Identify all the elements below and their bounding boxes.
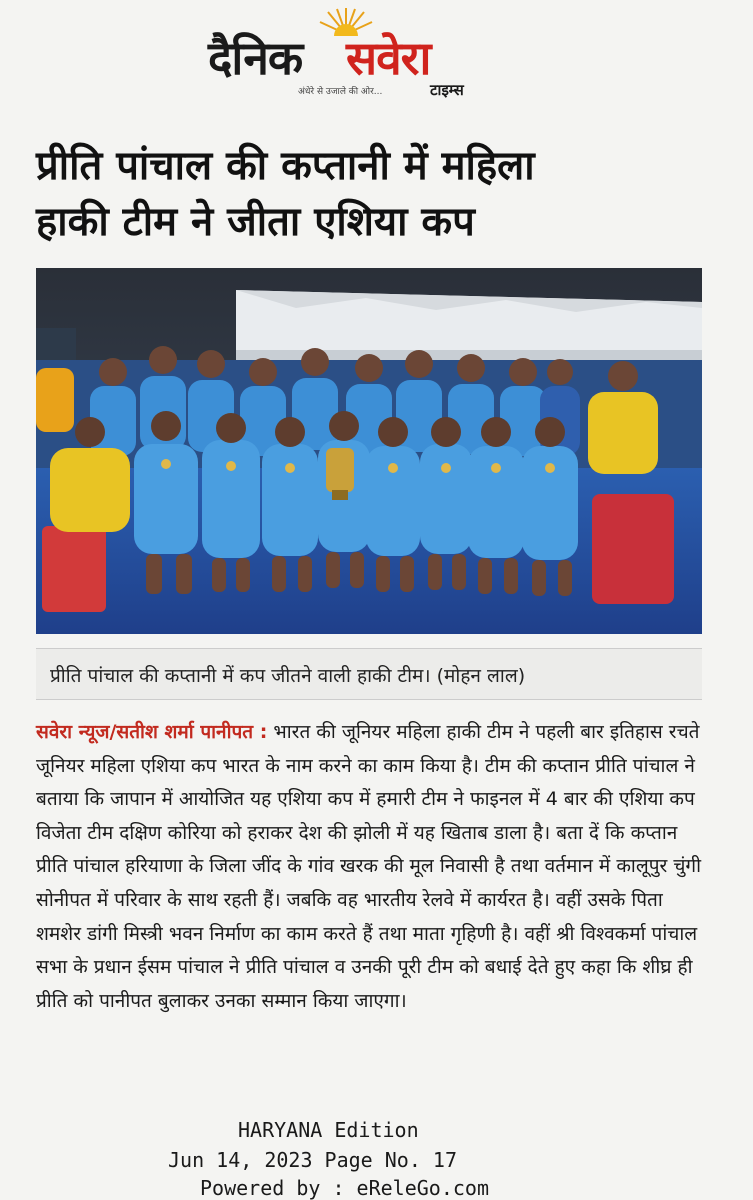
- headline-line-1: प्रीति पांचाल की कप्तानी में महिला: [36, 143, 535, 189]
- masthead-name-part1: दैनिक: [208, 31, 303, 85]
- masthead: [0, 0, 753, 118]
- article-text: भारत की जूनियर महिला हाकी टीम ने पहली बार इतिहास रचते जूनियर महिला एशिया कप भारत के नाम करने का काम किया है। टीम की कप्तान प्रीति पांचाल ने बताया कि जापान में आयोजित यह एशिया कप में हमारी टीम ने फाइनल में 4 बार की एशिया कप विजेता टीम दक्षिण कोरिया को हराकर देश की झोली में यह खिताब डाला है। बता दें कि कप्तान प्रीति पांचाल हरियाणा के जिला जींद के गांव खरक की मूल निवासी है तथा वर्तमान में कालूपुर चुंगी सोनीपत में परिवार के साथ रहती हैं। जबकि वह भारतीय रेलवे में कार्यरत है। वहीं उसके पिता शमशेर डांगी मिस्त्री भवन निर्माण का काम करते हैं तथा माता गृहिणी है। वहीं श्री विश्वकर्मा पांचाल सभा के प्रधान ईसम पांचाल ने प्रीति पांचाल व उनकी पूरी टीम को बधाई देते हुए कहा कि शीघ्र ही प्रीति को पानीपत बुलाकर उनका सम्मान किया जाएगा।: [36, 721, 701, 1012]
- masthead-tagline: अंधेरे से उजाले की ओर...: [298, 87, 383, 97]
- photo-caption-box: [36, 648, 702, 700]
- headline-line-2: हाकी टीम ने जीता एशिया कप: [36, 199, 475, 245]
- headline: [36, 138, 716, 250]
- team-photo-illustration: [36, 268, 702, 634]
- masthead-suffix: टाइम्स: [430, 81, 464, 99]
- team-photo: [36, 268, 702, 634]
- footer-date-page: Jun 14, 2023 Page No. 17: [168, 1148, 457, 1172]
- article-body: [36, 716, 712, 1018]
- article-byline: सवेरा न्यूज/सतीश शर्मा पानीपत :: [36, 721, 268, 743]
- photo-caption: प्रीति पांचाल की कप्तानी में कप जीतने वाली हाकी टीम। (मोहन लाल): [50, 665, 526, 687]
- footer-edition: HARYANA Edition: [238, 1118, 419, 1142]
- footer-powered-by: Powered by : eReleGo.com: [200, 1176, 489, 1200]
- masthead-name-part2: सवेरा: [346, 31, 431, 85]
